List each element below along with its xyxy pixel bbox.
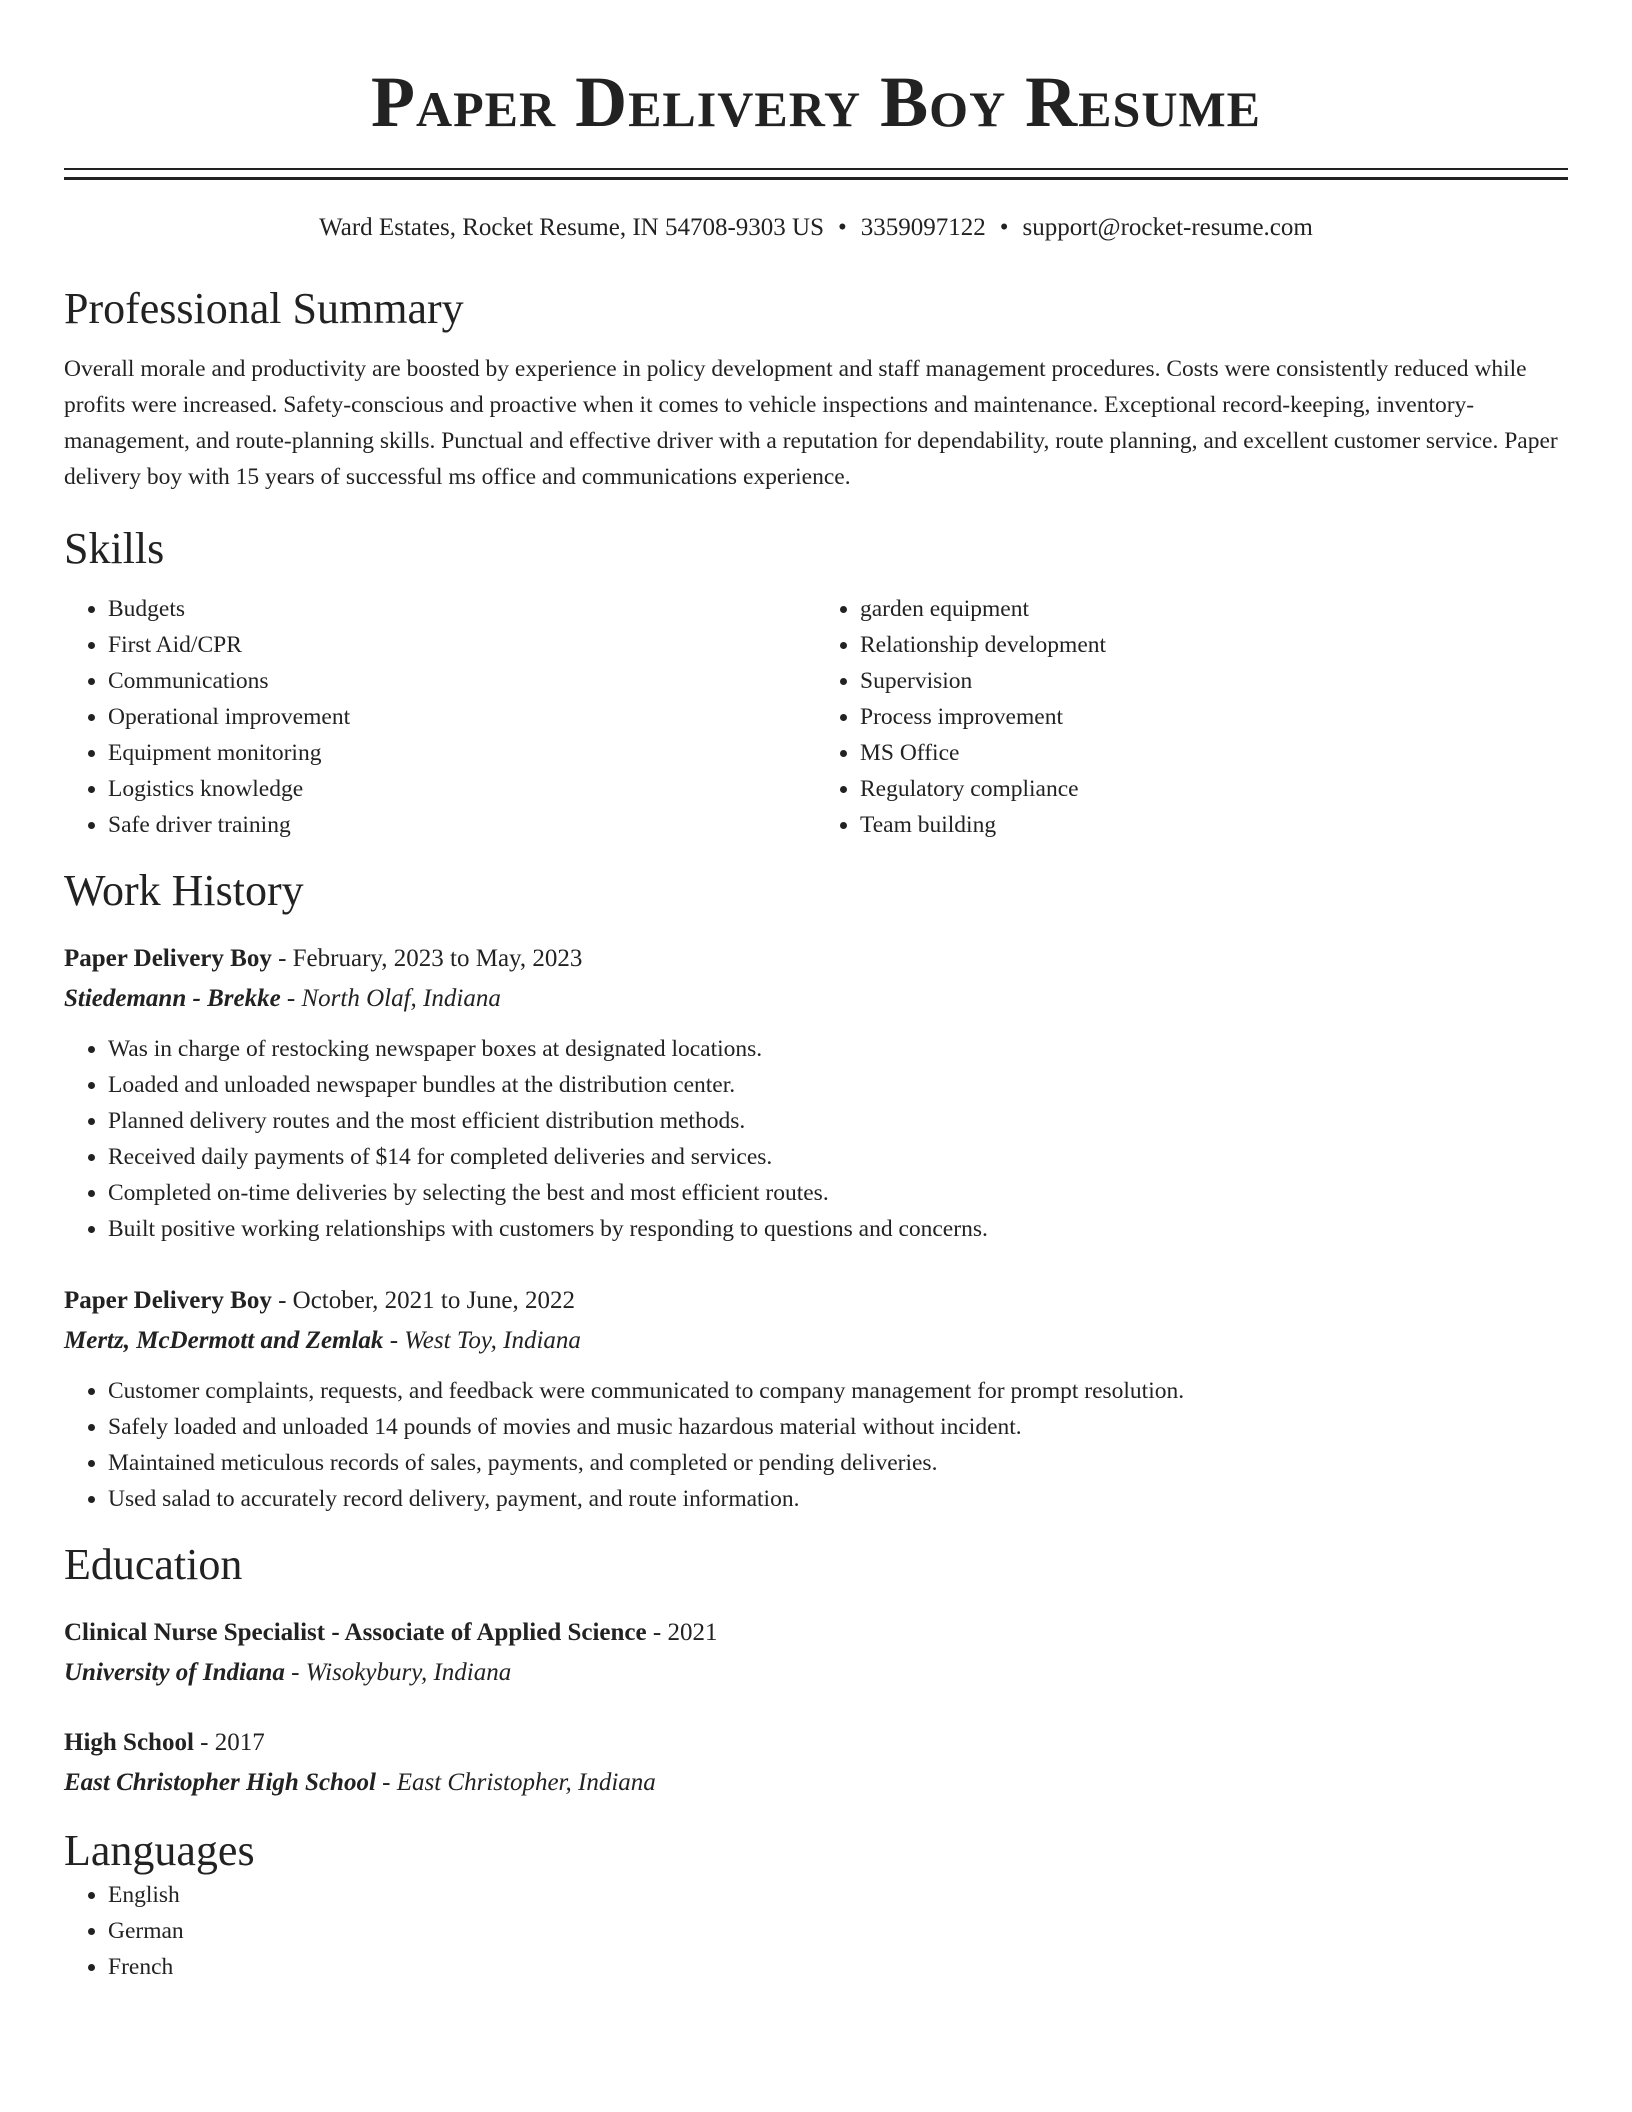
degree-dash: - [646,1619,668,1646]
language-item: • German [108,1913,1568,1949]
contact-separator: • [999,214,1009,241]
resume-title: Paper Delivery Boy Resume [371,62,1261,142]
job-duty: • Planned delivery routes and the most efficient distribution methods. [108,1103,1568,1139]
job-duty: • Received daily payments of $14 for completed deliveries and services. [108,1139,1568,1175]
degree-year: 2017 [214,1729,265,1756]
job-duty: • Customer complaints, requests, and feedback were communicated to company management for prompt resolution. [108,1373,1568,1409]
skill-item: • Operational improvement [108,699,816,735]
education-entry [64,1613,1568,1693]
language-item: • English [108,1877,1568,1913]
skill-item: • Budgets [108,591,816,627]
job-duties-list [64,1373,1568,1517]
contact-phone: 3359097122 [860,214,986,241]
skill-item: • Team building [860,807,1568,843]
language-item: • French [108,1949,1568,1985]
languages-heading: Languages [64,1826,255,1875]
job-title: Paper Delivery Boy [64,945,272,972]
job-dash: - [271,945,293,972]
school-location: East Christopher, Indiana [396,1769,656,1796]
school-dash: - [284,1659,306,1686]
degree-line [64,1613,1568,1653]
skill-item: • Equipment monitoring [108,735,816,771]
title-divider-bottom [64,177,1568,180]
contact-line [64,213,1568,243]
degree-name: Clinical Nurse Specialist - Associate of Applied Science [64,1619,647,1646]
job-duties-list [64,1031,1568,1247]
contact-address: Ward Estates, Rocket Resume, IN 54708-9303 US [319,214,825,241]
skills-list-right [816,591,1568,843]
skill-item: • Process improvement [860,699,1568,735]
school-line [64,1763,1568,1803]
summary-heading: Professional Summary [64,284,464,333]
skills-column-left [64,591,816,843]
skill-item: • Regulatory compliance [860,771,1568,807]
job-duty: • Safely loaded and unloaded 14 pounds of movies and music hazardous material without incident. [108,1409,1568,1445]
school-line [64,1653,1568,1693]
education-heading: Education [64,1540,243,1589]
skills-heading: Skills [64,524,165,573]
skills-column-right [816,591,1568,843]
job-title-line [64,939,1568,979]
skills-list-left [64,591,816,843]
degree-name: High School [64,1729,194,1756]
education-entry [64,1723,1568,1803]
employer-name: Mertz, McDermott and Zemlak [64,1327,384,1354]
employer-line [64,979,1568,1019]
languages-list [64,1877,1568,1985]
employer-dash: - [280,985,302,1012]
skill-item: • Relationship development [860,627,1568,663]
employer-location: West Toy, Indiana [404,1327,581,1354]
employer-location: North Olaf, Indiana [301,985,501,1012]
degree-dash: - [193,1729,215,1756]
title-divider-top [64,168,1568,170]
job-duty: • Was in charge of restocking newspaper boxes at designated locations. [108,1031,1568,1067]
work-history-heading: Work History [64,866,304,915]
employer-line [64,1321,1568,1361]
job-dates: October, 2021 to June, 2022 [292,1287,575,1314]
employer-name: Stiedemann - Brekke [64,985,281,1012]
job-title: Paper Delivery Boy [64,1287,272,1314]
job-dates: February, 2023 to May, 2023 [292,945,583,972]
employer-dash: - [383,1327,405,1354]
degree-year: 2021 [667,1619,718,1646]
job-entry [64,1281,1568,1517]
job-title-line [64,1281,1568,1321]
job-duty: • Built positive working relationships with customers by responding to questions and concerns. [108,1211,1568,1247]
skill-item: • Safe driver training [108,807,816,843]
school-name: East Christopher High School [64,1769,376,1796]
skill-item: • First Aid/CPR [108,627,816,663]
job-duty: • Loaded and unloaded newspaper bundles at the distribution center. [108,1067,1568,1103]
degree-line [64,1723,1568,1763]
school-dash: - [375,1769,397,1796]
skills-grid [64,591,1568,843]
school-name: University of Indiana [64,1659,285,1686]
job-duty: • Completed on-time deliveries by selecting the best and most efficient routes. [108,1175,1568,1211]
skill-item: • Supervision [860,663,1568,699]
contact-separator: • [838,214,847,241]
school-location: Wisokybury, Indiana [305,1659,512,1686]
contact-email: support@rocket-resume.com [1022,214,1313,241]
skill-item: • garden equipment [860,591,1568,627]
skill-item: • Logistics knowledge [108,771,816,807]
skill-item: • MS Office [860,735,1568,771]
job-duty: • Used salad to accurately record delivery, payment, and route information. [108,1481,1568,1517]
summary-text: Overall morale and productivity are boosted by experience in policy development and staff management procedures. Costs were consistently reduced while profits were increased. Safety-conscious and proactive when it comes to vehicle inspections and maintenance. Exceptional record-keeping, inventory-management, and route-planning skills. Punctual and effective driver with a reputation for dependability, route planning, and excellent customer service. Paper delivery boy with 15 years of successful ms office and communications experience. [64,356,1558,490]
job-duty: • Maintained meticulous records of sales, payments, and completed or pending deliveries. [108,1445,1568,1481]
job-entry [64,939,1568,1247]
skill-item: • Communications [108,663,816,699]
job-dash: - [271,1287,293,1314]
